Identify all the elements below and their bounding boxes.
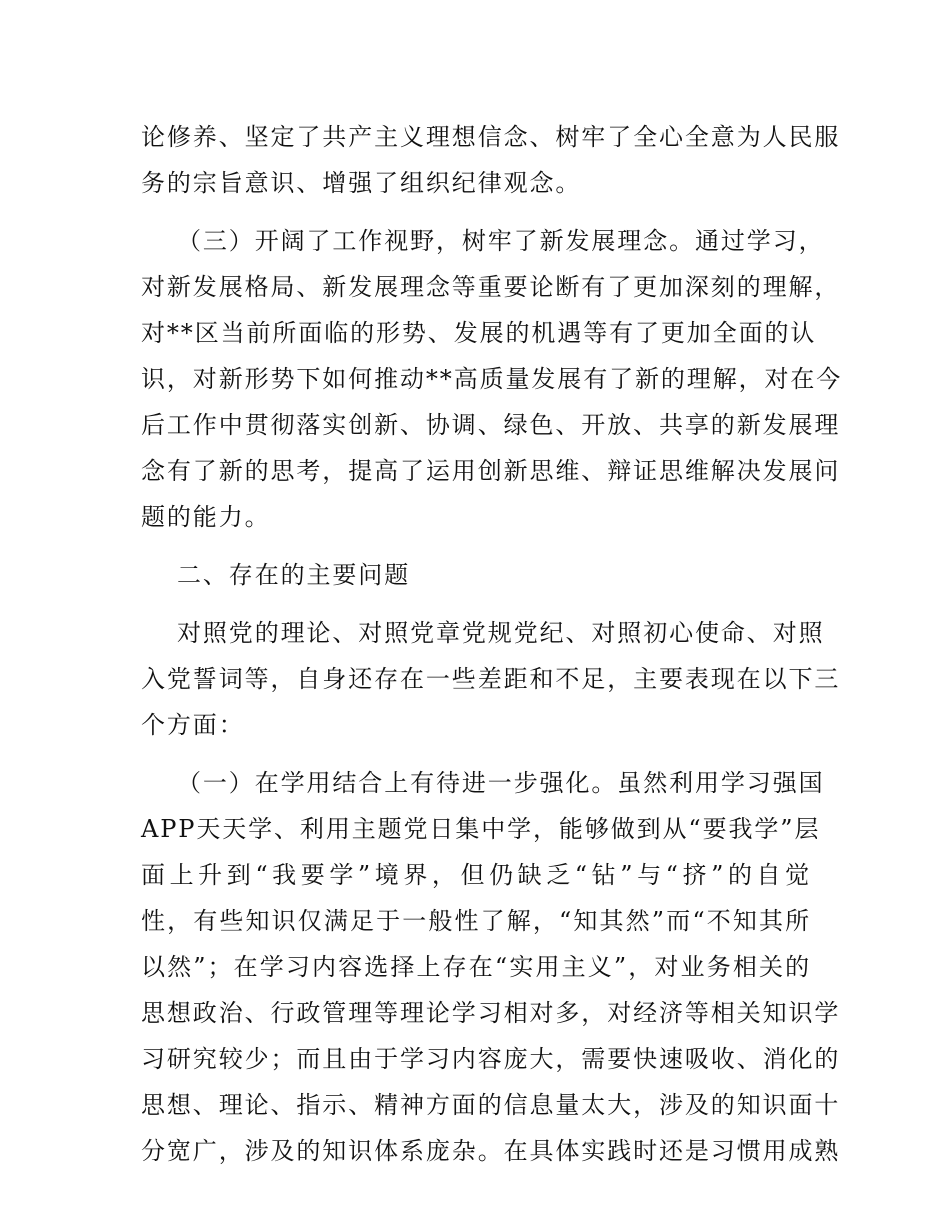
text-line: 对照党的理论、对照党章党规党纪、对照初心使命、对照 [177,619,825,647]
text-line: （三）开阔了工作视野，树牢了新发展理念。通过学习， [177,227,825,255]
text-line: （一）在学用结合上有待进一步强化。虽然利用学习强国 [177,769,825,797]
paragraph-intro [141,610,841,748]
text-line: 务的宗旨意识、增强了组织纪律观念。 [141,169,582,197]
text-line: 识，对新形势下如何推动**高质量发展有了新的理解，对在今 [141,365,843,393]
text-line: APP天天学、利用主题党日集中学，能够做到从“要我学”层 [141,815,821,843]
paragraph-continuation [141,114,841,206]
heading-text: 二、存在的主要问题 [177,561,411,589]
paragraph-section-three [141,218,843,540]
text-line: 对新发展格局、新发展理念等重要论断有了更加深刻的理解， [141,273,841,301]
text-line: 面上升到“我要学”境界，但仍缺乏“钻”与“挤”的自觉 [141,861,811,889]
paragraph-problem-one [141,760,841,1174]
text-line: 习研究较少；而且由于学习内容庞大，需要快速吸收、消化的 [141,1045,841,1073]
text-line: 个方面： [141,711,245,739]
text-line: 论修养、坚定了共产主义理想信念、树牢了全心全意为人民服 [141,123,841,151]
text-line: 题的能力。 [141,503,271,531]
text-line: 入党誓词等，自身还存在一些差距和不足，主要表现在以下三 [141,665,841,693]
text-line: 以然”；在学习内容选择上存在“实用主义”，对业务相关的 [141,953,811,981]
text-line: 分宽广，涉及的知识体系庞杂。在具体实践时还是习惯用成熟 [141,1137,841,1165]
document-body [141,114,843,1174]
section-heading [141,552,811,598]
text-line: 对**区当前所面临的形势、发展的机遇等有了更加全面的认 [141,319,817,347]
text-line: 性，有些知识仅满足于一般性了解，“知其然”而“不知其所 [141,907,811,935]
text-line: 思想、理论、指示、精神方面的信息量太大，涉及的知识面十 [141,1091,841,1119]
text-line: 思想政治、行政管理等理论学习相对多，对经济等相关知识学 [141,999,841,1027]
text-line: 后工作中贯彻落实创新、协调、绿色、开放、共享的新发展理 [141,411,841,439]
text-line: 念有了新的思考，提高了运用创新思维、辩证思维解决发展问 [141,457,841,485]
